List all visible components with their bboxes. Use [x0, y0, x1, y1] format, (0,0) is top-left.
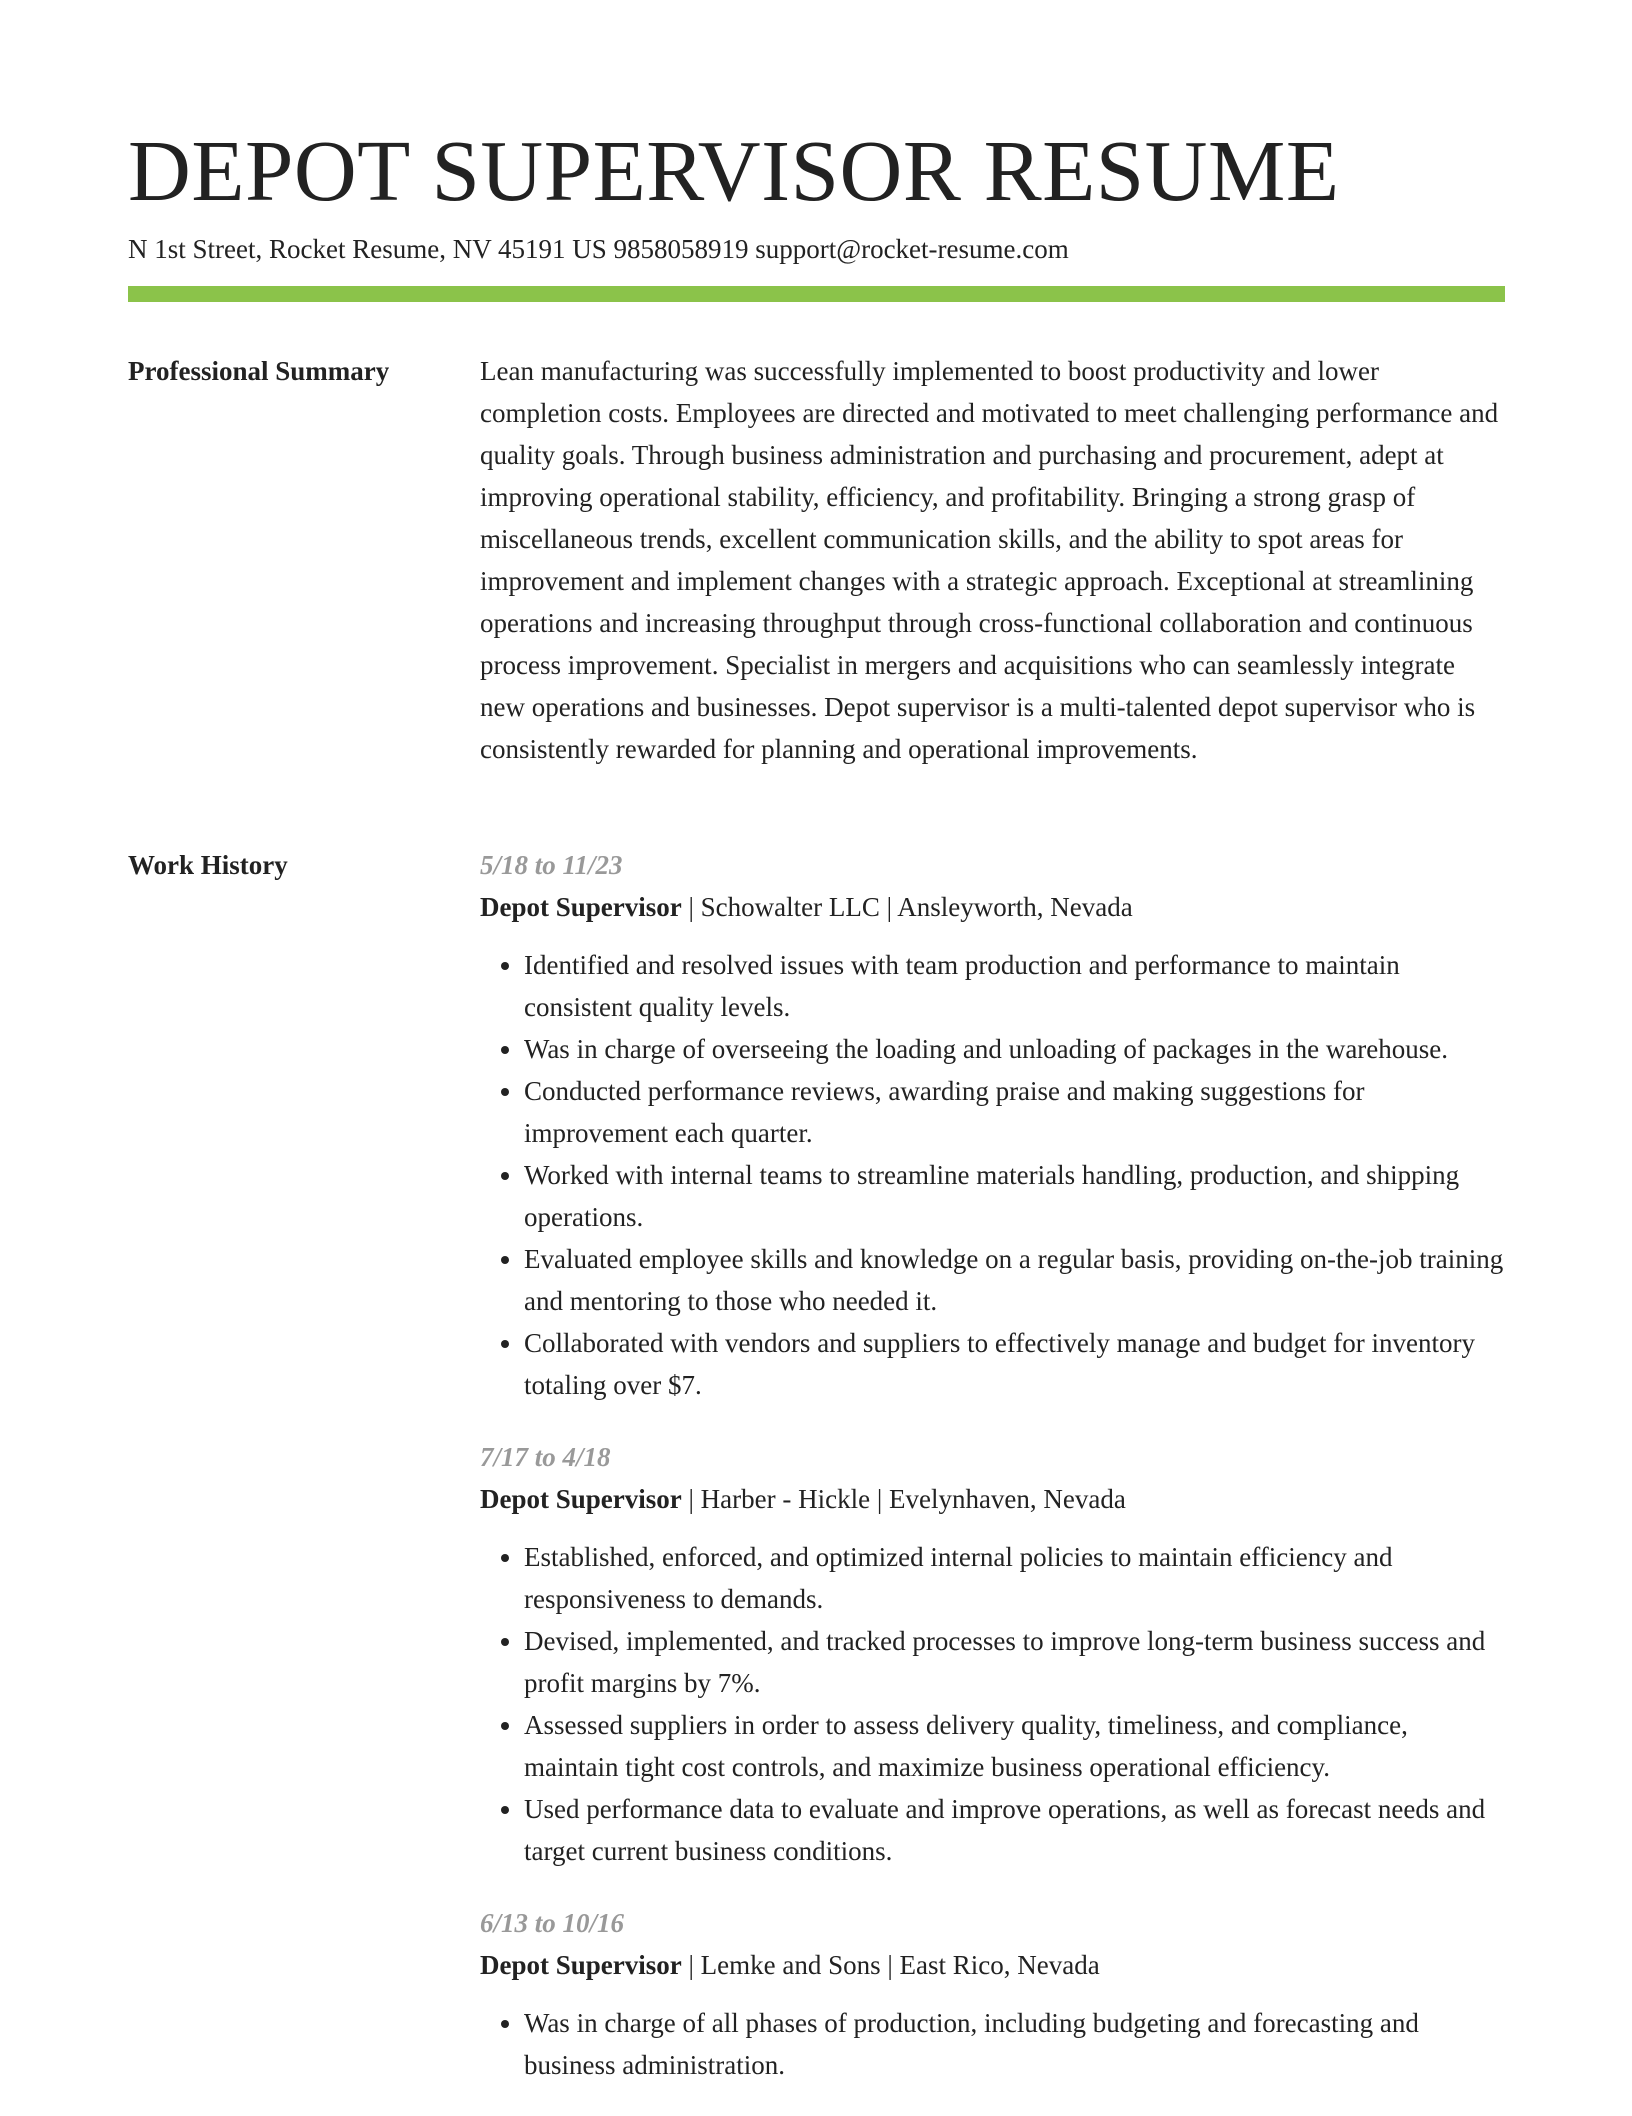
job-role: Depot Supervisor — [480, 1950, 682, 1980]
contact-line: N 1st Street, Rocket Resume, NV 45191 US 9858058919 support@rocket-resume.com — [128, 234, 1069, 264]
job-role: Depot Supervisor — [480, 1484, 682, 1514]
list-item: • Worked with internal teams to streamline materials handling, production, and shipping operations. — [524, 1154, 1505, 1238]
job-dates: 7/17 to 4/18 — [480, 1442, 611, 1472]
list-item: • Conducted performance reviews, awarding praise and making suggestions for improvement each quarter. — [524, 1070, 1505, 1154]
job-details: | Lemke and Sons | East Rico, Nevada — [681, 1950, 1100, 1980]
list-item: • Identified and resolved issues with team production and performance to maintain consistent quality levels. — [524, 944, 1505, 1028]
job-heading — [480, 886, 1505, 928]
job-bullet-list — [480, 1536, 1505, 1872]
job-dates: 5/18 to 11/23 — [480, 850, 623, 880]
job-dates: 6/13 to 10/16 — [480, 1908, 625, 1938]
list-item: • Assessed suppliers in order to assess delivery quality, timeliness, and compliance, maintain tight cost controls, and maximize business operational efficiency. — [524, 1704, 1505, 1788]
list-item: • Was in charge of overseeing the loading and unloading of packages in the warehouse. — [524, 1028, 1505, 1070]
job-entry — [480, 1902, 1505, 2086]
header-divider — [128, 286, 1505, 302]
job-entry — [480, 1436, 1505, 1872]
list-item: • Collaborated with vendors and suppliers to effectively manage and budget for inventory totaling over $7. — [524, 1322, 1505, 1406]
job-heading — [480, 1944, 1505, 1986]
job-details: | Harber - Hickle | Evelynhaven, Nevada — [681, 1484, 1126, 1514]
job-entry — [480, 844, 1505, 1406]
work-history-body — [480, 844, 1505, 2116]
job-bullet-list — [480, 944, 1505, 1406]
section-label-work-history: Work History — [128, 850, 288, 880]
job-bullet-list — [480, 2002, 1505, 2086]
list-item: • Was in charge of all phases of production, including budgeting and forecasting and business administration. — [524, 2002, 1505, 2086]
job-details: | Schowalter LLC | Ansleyworth, Nevada — [681, 892, 1133, 922]
summary-body — [480, 350, 1505, 770]
page-title: DEPOT SUPERVISOR RESUME — [128, 122, 1340, 219]
section-label-summary: Professional Summary — [128, 356, 390, 386]
job-heading — [480, 1478, 1505, 1520]
list-item: • Established, enforced, and optimized internal policies to maintain efficiency and responsiveness to demands. — [524, 1536, 1505, 1620]
job-role: Depot Supervisor — [480, 892, 682, 922]
list-item: • Used performance data to evaluate and improve operations, as well as forecast needs and target current business conditions. — [524, 1788, 1505, 1872]
list-item: • Evaluated employee skills and knowledge on a regular basis, providing on-the-job training and mentoring to those who needed it. — [524, 1238, 1505, 1322]
summary-text: Lean manufacturing was successfully implemented to boost productivity and lower completion costs. Employees are directed and motivated to meet challenging performance and quality goals. Through business administration and purchasing and procurement, adept at improving operational stability, efficiency, and profitability. Bringing a strong grasp of miscellaneous trends, excellent communication skills, and the ability to spot areas for improvement and implement changes with a strategic approach. Exceptional at streamlining operations and increasing throughput through cross-functional collaboration and continuous process improvement. Specialist in mergers and acquisitions who can seamlessly integrate new operations and businesses. Depot supervisor is a multi-talented depot supervisor who is consistently rewarded for planning and operational improvements. — [480, 356, 1499, 764]
list-item: • Devised, implemented, and tracked processes to improve long-term business success and profit margins by 7%. — [524, 1620, 1505, 1704]
